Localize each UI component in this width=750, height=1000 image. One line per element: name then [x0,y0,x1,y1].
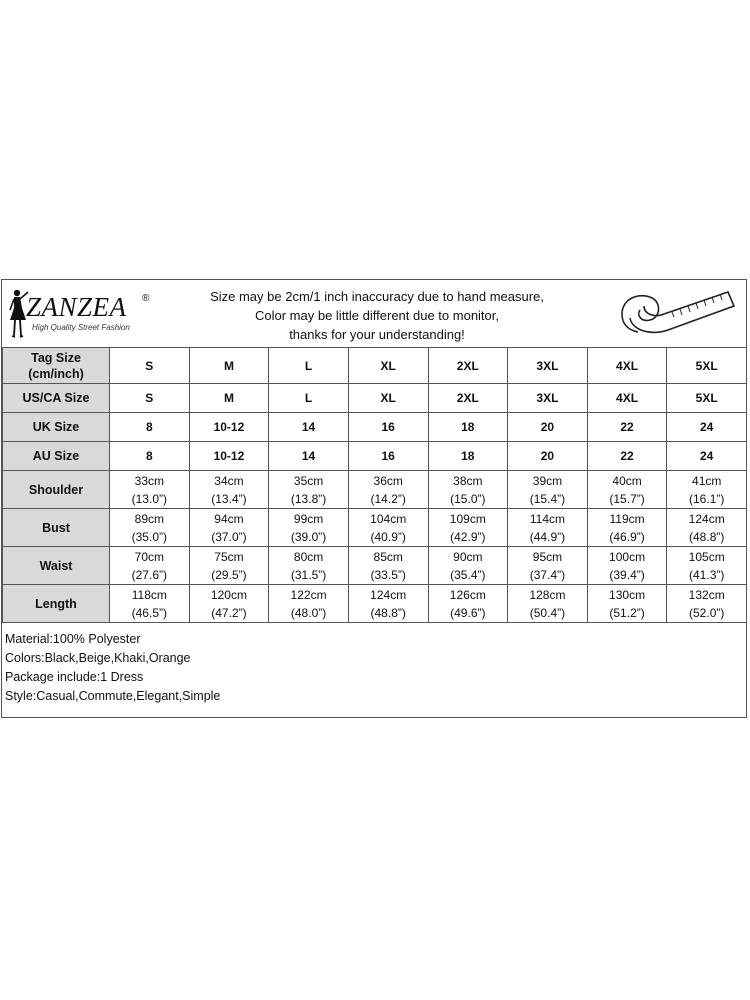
table-cell: 2XL [428,384,508,413]
table-cell [110,547,190,585]
table-cell [348,547,428,585]
cell-cm: 70cm [134,549,164,564]
measurement-notice [182,287,572,344]
table-cell [428,547,508,585]
cell-inch: (33.5”) [370,567,406,582]
registered-mark: ® [142,293,150,304]
table-cell [348,471,428,509]
cell-cm: 128cm [529,587,566,602]
table-cell: S [110,348,190,384]
table-cell: 20 [508,442,588,471]
row-header-label: AU Size [32,449,80,463]
table-cell: 8 [110,442,190,471]
cell-cm: 124cm [370,587,407,602]
notice-line: Size may be 2cm/1 inch inaccuracy due to hand measure, [210,289,544,304]
cell-cm: 38cm [453,473,483,488]
table-cell [508,547,588,585]
cell-inch: (40.9”) [370,529,406,544]
row-header [3,384,110,413]
table-cell [667,509,747,547]
cell-inch: (41.3”) [689,567,725,582]
table-cell: 10-12 [189,413,269,442]
table-cell [110,509,190,547]
table-cell: L [269,348,349,384]
cell-inch: (48.0”) [290,605,327,620]
table-cell [667,471,747,509]
cell-cm: 36cm [373,473,403,488]
table-row [3,585,747,623]
table-cell: 4XL [587,384,667,413]
table-cell [667,585,747,623]
table-cell: M [189,384,269,413]
table-row [3,413,747,442]
table-row [3,442,747,471]
row-header [3,585,110,623]
table-cell [269,471,349,509]
row-header [3,471,110,509]
row-header-label: Shoulder [28,482,84,497]
cell-inch: (15.7”) [609,491,645,506]
cell-cm: 99cm [293,511,324,526]
cell-inch: (13.0”) [131,491,167,506]
cell-cm: 118cm [131,587,167,602]
table-cell [189,471,269,509]
table-cell [110,585,190,623]
table-cell [189,585,269,623]
table-cell [269,547,349,585]
table-cell [667,547,747,585]
cell-inch: (51.2”) [609,605,645,620]
notice-line: Color may be little different due to monitor, [255,308,499,323]
table-cell [189,547,269,585]
table-cell [110,471,190,509]
table-cell: 5XL [667,348,747,384]
table-cell: 18 [428,442,508,471]
cell-inch: (39.0”) [290,529,327,544]
cell-inch: (39.4”) [609,567,645,582]
table-cell: 3XL [508,384,588,413]
cell-cm: 109cm [449,511,486,526]
cell-cm: 39cm [532,473,563,488]
table-cell: 18 [428,413,508,442]
cell-inch: (49.6”) [450,605,486,620]
cell-cm: 95cm [532,549,563,564]
table-cell: 16 [348,413,428,442]
row-header [3,413,110,442]
table-cell: 20 [508,413,588,442]
cell-inch: (52.0”) [689,605,725,620]
table-cell [428,585,508,623]
notice-line: thanks for your understanding! [289,327,465,342]
table-cell: 22 [587,442,667,471]
table-cell: 24 [667,442,747,471]
cell-cm: 75cm [214,549,244,564]
cell-inch: (15.4”) [529,491,566,506]
cell-inch: (15.0”) [450,491,486,506]
row-header [3,442,110,471]
table-cell: 24 [667,413,747,442]
cell-cm: 89cm [134,511,164,526]
table-cell: XL [348,348,428,384]
table-cell [269,509,349,547]
cell-cm: 80cm [293,549,324,564]
chart-header [2,280,746,346]
row-header-label: Bust [42,520,70,535]
table-cell: 22 [587,413,667,442]
row-header [3,547,110,585]
table-cell [189,509,269,547]
product-info [5,630,220,706]
package-line: Package include:1 Dress [5,670,144,684]
cell-cm: 124cm [688,511,725,526]
cell-inch: (48.8”) [689,529,725,544]
row-header-label: US/CA Size [22,391,90,405]
cell-inch: (50.4”) [529,605,566,620]
cell-cm: 104cm [370,511,407,526]
cell-inch: (31.5”) [290,567,327,582]
table-cell: S [110,384,190,413]
cell-inch: (42.9”) [450,529,486,544]
table-cell: M [189,348,269,384]
table-cell [348,585,428,623]
cell-inch: (13.8”) [290,491,327,506]
cell-inch: (46.9”) [609,529,645,544]
cell-inch: (14.2”) [370,491,406,506]
table-cell: 3XL [508,348,588,384]
cell-inch: (13.4”) [211,491,247,506]
table-row [3,348,747,384]
table-cell: 5XL [667,384,747,413]
cell-cm: 41cm [692,473,722,488]
cell-inch: (48.8”) [370,605,406,620]
size-table [2,347,747,623]
cell-cm: 122cm [290,587,327,602]
cell-cm: 126cm [449,587,486,602]
table-cell: XL [348,384,428,413]
cell-cm: 33cm [134,473,164,488]
table-cell [428,509,508,547]
table-cell [348,509,428,547]
cell-cm: 34cm [214,473,244,488]
table-cell: 14 [269,442,349,471]
cell-cm: 40cm [612,473,642,488]
table-cell [587,547,667,585]
table-cell [269,585,349,623]
measuring-tape-icon [610,284,740,342]
table-row [3,547,747,585]
cell-inch: (47.2”) [211,605,247,620]
cell-inch: (37.4”) [529,567,566,582]
row-header-label: Length [35,596,77,611]
table-cell: 2XL [428,348,508,384]
table-cell: 4XL [587,348,667,384]
cell-cm: 35cm [293,473,324,488]
table-cell [587,509,667,547]
cell-inch: (46.5”) [131,605,167,620]
table-cell [587,471,667,509]
cell-cm: 114cm [529,511,565,526]
brand-name: ZANZEA [26,292,127,322]
row-header-label: Waist [39,558,73,573]
cell-cm: 85cm [373,549,403,564]
table-cell [508,471,588,509]
cell-cm: 130cm [609,587,646,602]
row-header [3,348,110,384]
colors-line: Colors:Black,Beige,Khaki,Orange [5,651,191,665]
cell-cm: 119cm [609,511,645,526]
style-line: Style:Casual,Commute,Elegant,Simple [5,689,221,703]
table-cell [587,585,667,623]
cell-cm: 94cm [214,511,244,526]
row-header-label: UK Size [32,420,80,434]
table-cell: 10-12 [189,442,269,471]
table-cell [428,471,508,509]
cell-inch: (35.0”) [131,529,167,544]
table-row [3,384,747,413]
size-chart-card [1,279,747,718]
cell-cm: 105cm [688,549,725,564]
brand-tagline: High Quality Street Fashion [32,323,130,332]
cell-inch: (35.4”) [450,567,486,582]
row-header-label: Tag Size [31,350,81,365]
cell-inch: (37.0”) [211,529,247,544]
cell-cm: 120cm [210,587,247,602]
row-header [3,509,110,547]
cell-inch: (44.9”) [529,529,566,544]
cell-cm: 90cm [453,549,483,564]
table-cell: 14 [269,413,349,442]
table-row [3,471,747,509]
cell-cm: 132cm [688,587,725,602]
material-line: Material:100% Polyester [5,632,141,646]
table-cell: 8 [110,413,190,442]
cell-inch: (27.6”) [131,567,167,582]
cell-inch: (29.5”) [211,567,247,582]
brand-logo [6,286,156,346]
table-row [3,509,747,547]
table-cell [508,585,588,623]
table-cell: L [269,384,349,413]
table-cell: 16 [348,442,428,471]
cell-cm: 100cm [609,549,646,564]
row-header-label: (cm/inch) [28,366,84,381]
cell-inch: (16.1”) [689,491,725,506]
table-cell [508,509,588,547]
